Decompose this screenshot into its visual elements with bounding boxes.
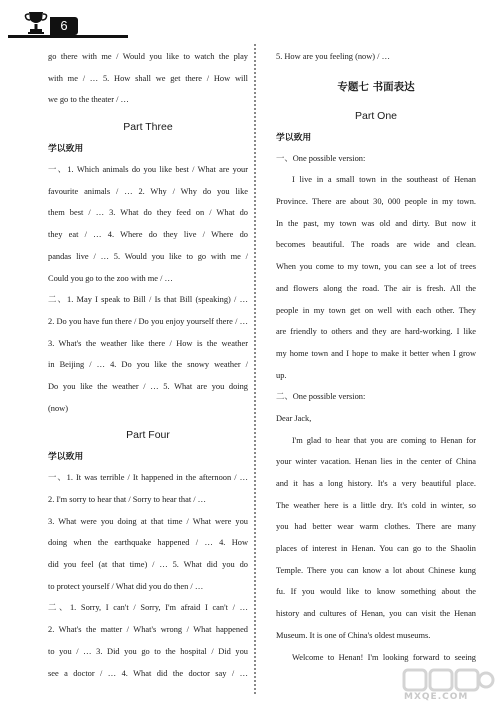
text-line: Could you go to the zoo with me / … — [48, 273, 173, 283]
text-line: 2. I'm sorry to hear that / Sorry to hear that / … — [48, 495, 207, 504]
text-line: In the past, my town was old and dirty. But now it — [276, 218, 476, 228]
text-line: 一、1. It was terrible / It happened in the afternoon / … — [48, 473, 248, 483]
part-three-title: Part Three — [123, 121, 173, 134]
text-line: are friendly to others and they are hard-working. I like — [276, 327, 476, 337]
text-line: people in my town get on well with each other. They — [276, 305, 476, 315]
text-line: doing when the earthquake happened / … 4. How — [48, 538, 248, 548]
text-line: my home town and I hope to make it better when I grow — [276, 348, 476, 358]
text-line: 二、1. Sorry, I can't / Sorry, I'm afraid I can't / … — [48, 603, 248, 613]
text-line: to you / … 3. Did you go to the hospital / Did you — [48, 646, 248, 656]
trophy-icon — [24, 10, 48, 36]
letter-greeting: Dear Jack, — [276, 413, 312, 423]
text-line: Do you like the weather / … 5. What are you doing — [48, 381, 248, 391]
text-line: to protect yourself / What did you do then / … — [48, 581, 204, 591]
text-line: favourite animals / … 2. Why / Why do you like — [48, 186, 248, 196]
section-heading: 学以致用 — [276, 132, 312, 143]
text-line: up. — [276, 370, 287, 380]
version-label: 二、One possible version: — [276, 392, 366, 402]
text-line: we go to the theater / … — [48, 95, 129, 105]
text-line: you had better wear warm clothes. There are many — [276, 522, 476, 532]
text-line: them best / … 3. What do they feed on / What do — [48, 208, 248, 218]
section-heading: 学以致用 — [48, 452, 84, 463]
text-line: they eat / … 4. Where do they live / Where do — [48, 230, 248, 240]
text-line: 2. Do you have fun there / Do you enjoy yourself there / … — [48, 316, 248, 326]
watermark-text: MXQE.COM — [404, 692, 469, 702]
text-line: 二、1. May I speak to Bill / Is that Bill (speaking) / … — [48, 295, 248, 305]
intro-text — [48, 46, 248, 111]
text-line: The weather here is a little dry. It's cold in winter, so — [276, 500, 476, 510]
text-line: (now) — [48, 403, 69, 413]
essay-two — [276, 430, 476, 669]
text-line: go there with me / Would you like to watch the play — [48, 52, 248, 61]
text-line: and flowers along the road. The air is fresh. All the — [276, 283, 476, 293]
text-line: I live in a small town in the southeast of Henan — [292, 175, 476, 185]
part-four-answers — [48, 467, 248, 684]
text-line: with me / … 5. How shall we get there / How will — [48, 73, 248, 83]
part-four-title: Part Four — [126, 429, 170, 442]
text-line: your winter vacation. Henan lies in the center of China — [276, 457, 476, 467]
page-header — [0, 0, 500, 46]
text-line: 3. What's the weather like there / How is the weather — [48, 338, 248, 348]
left-column — [48, 46, 248, 684]
text-line: Museum. It is one of China's oldest museums. — [276, 630, 431, 640]
part-three-answers — [48, 159, 248, 419]
text-line: Temple. There you can know a lot about Chinese kung — [276, 565, 476, 575]
version-label: 一、One possible version: — [276, 153, 366, 163]
text-line: history and cultures of Henan, you can visit the Henan — [276, 609, 476, 619]
text-line: When you come to my town, you can see a lot of trees — [276, 262, 476, 272]
page-number: 6 — [50, 17, 78, 35]
part-one-title: Part One — [354, 109, 398, 122]
text-line: and it has a long history. It's a very beautiful place. — [276, 479, 476, 488]
text-line: pandas live / … 5. Would you like to go with me / — [48, 251, 248, 261]
text-line: places of interest in Henan. You can go to the Shaolin — [276, 544, 476, 554]
section-heading: 学以致用 — [48, 144, 84, 155]
text-line: see a doctor / … 4. What did the doctor say / … — [48, 668, 248, 678]
text-line: I'm glad to hear that you are coming to Henan for — [292, 435, 476, 445]
text-line: 2. What's the matter / What's wrong / What happened — [48, 625, 248, 635]
text-line: 5. How are you feeling (now) / … — [276, 52, 390, 61]
header-rule — [8, 35, 128, 38]
text-line: 3. What were you doing at that time / What were you — [48, 516, 248, 526]
text-line: Welcome to Henan! I'm looking forward to seeing — [292, 652, 476, 662]
right-column — [276, 46, 476, 668]
text-line: did you feel (at that time) / … 5. What did you do — [48, 560, 248, 570]
text-line: becomes beautiful. The roads are wide and clean. — [276, 240, 476, 250]
essay-one — [276, 169, 476, 386]
text-line: 一、1. Which animals do you like best / What are your — [48, 165, 248, 175]
text-line: fu. If you would like to know something about the — [276, 587, 476, 597]
text-line: in Beijing / … 4. Do you like the snowy weather / — [48, 360, 248, 370]
topic-title: 专题七 书面表达 — [337, 80, 415, 93]
text-line: Province. There are about 30, 000 people in my town. — [276, 197, 476, 207]
column-divider — [254, 44, 256, 694]
